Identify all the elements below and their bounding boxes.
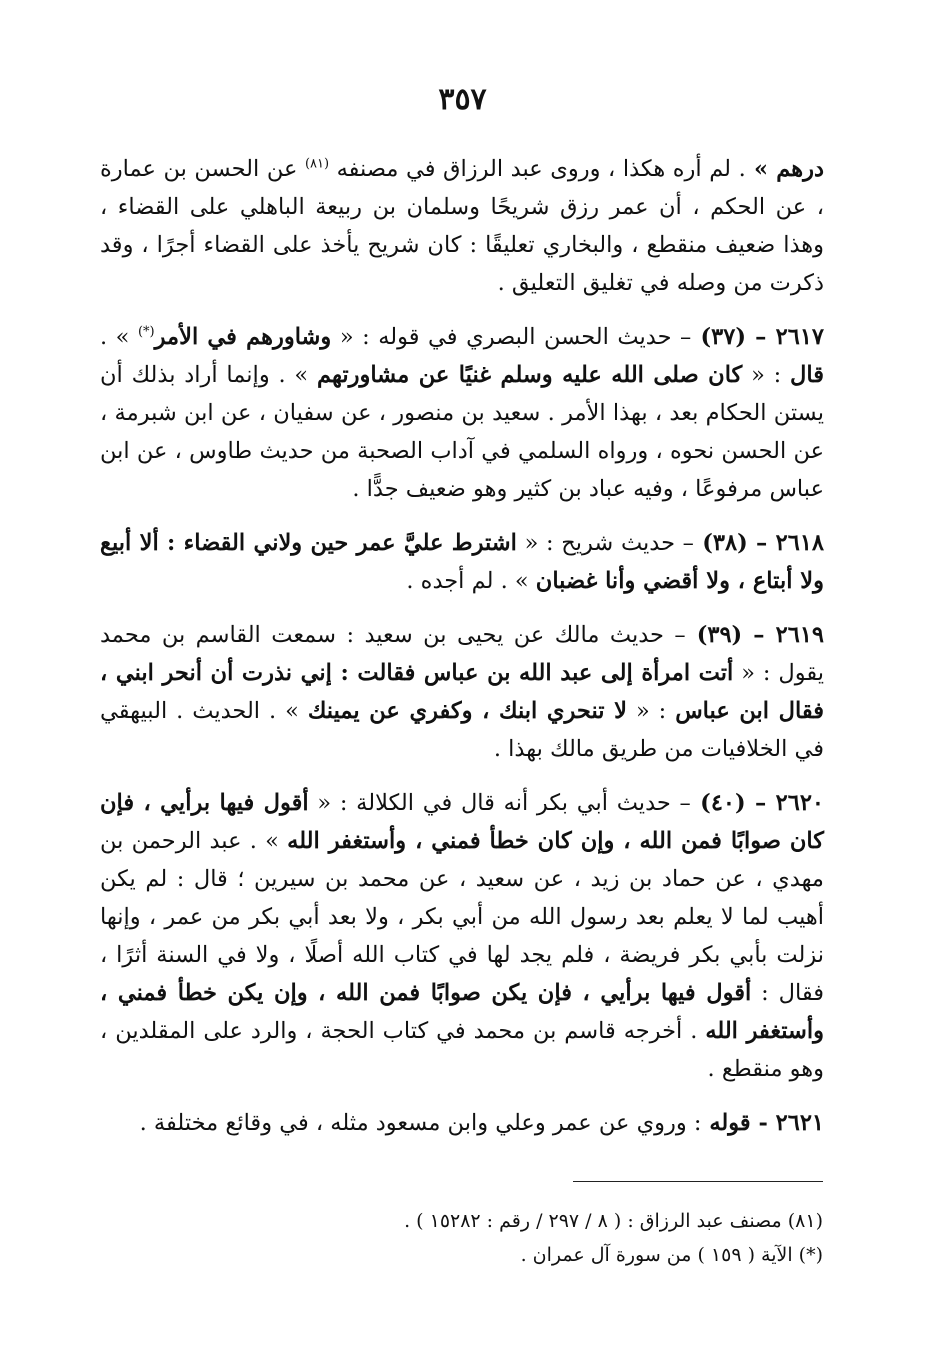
footnote-divider [573, 1181, 823, 1182]
text-run: . لم أره هكذا ، وروى عبد الرزاق في مصنفه [329, 156, 746, 182]
footnote-marker: (*) [137, 324, 155, 340]
bold-text: أتت امرأة إلى عبد الله بن عباس فقالت : إني نذرت أن أنحر ابني ، فقال ابن عباس [100, 660, 824, 724]
text-run: – حديث شريح : « [516, 530, 694, 556]
bold-text: ٢٦١٧ – (٣٧) [691, 324, 824, 350]
text-run: : « [742, 362, 791, 388]
paragraph [100, 150, 824, 302]
footnote-marker: (٨١) [304, 156, 330, 172]
text-run: . أخرجه قاسم بن محمد في كتاب الحجة ، والرد على المقلدين ، وهو منقطع . [100, 1018, 824, 1082]
text-run: عن الحسن بن عمارة ، عن الحكم ، أن عمر رزق شريحًا وسلمان بن ربيعة الباهلي على القضاء ، وهذا ضعيف منقطع ، والبخاري تعليقًا : كان شريح يأخذ على القضاء أجرًا ، وقد ذكرت من وصله في تغليق التعليق . [100, 156, 824, 296]
paragraph [100, 1104, 824, 1142]
text-run: – حديث أبي بكر أنه قال في الكلالة : « [308, 790, 691, 816]
bold-text: ٢٦٢١ - قوله [701, 1110, 824, 1136]
bold-text: كان صلى الله عليه وسلم غنيًا عن مشاورتهم [316, 362, 743, 388]
bold-text: لا تنحري ابنك ، وكفري عن يمينك [307, 698, 627, 724]
bold-text: اشترط عليَّ عمر حين ولاني القضاء : ألا أبيع ولا أبتاع ، ولا أقضي وأنا غضبان [100, 530, 824, 594]
text-run: » . عبد الرحمن بن مهدي ، عن حماد بن زيد ، عن سعيد ، عن محمد بن سيرين ؛ قال : لم يكن أهيب لما لا يعلم بعد رسول الله من أبي بكر ، ولا بعد أبي بكر من عمر ، وإنها نزلت بأبي بكر فريضة ، فلم يجد لها في كتاب الله أصلًا ، ولا في السنة أثرًا ، فقال : [100, 828, 825, 1006]
text-run: » . الحديث . البيهقي في الخلافيات من طريق مالك بهذا . [100, 698, 824, 762]
text-run: – حديث مالك عن يحيى بن سعيد : سمعت القاسم بن محمد يقول : « [100, 622, 824, 686]
text-run: » . وإنما أراد بذلك أن يستن الحكام بعد ، بهذا الأمر . سعيد بن منصور ، عن سفيان ، عن ابن شبرمة ، عن الحسن نحوه ، ورواه السلمي في آداب الصحبة من حديث طاوس ، عن ابن عباس مرفوعًا ، وفيه عباد بن كثير وهو ضعيف جدًّا . [100, 362, 824, 502]
paragraph [100, 616, 824, 768]
page-number: ٣٥٧ [438, 82, 487, 117]
main-text [100, 150, 824, 1158]
text-run: » . لم أجده . [406, 568, 536, 594]
paragraph [100, 318, 824, 508]
text-run: » . [100, 324, 138, 350]
bold-text: قال [790, 362, 824, 388]
text-run: : « [626, 698, 676, 724]
bold-text: درهم » [745, 156, 824, 182]
bold-text: أقول فيها برأيي ، فإن كان صوابًا فمن الله ، وإن كان خطأ فمني ، وأستغفر الله [100, 790, 824, 854]
footnote-81: (٨١) مصنف عبد الرزاق : ( ٨ / ٢٩٧ / رقم : ١٥٢٨٢ ) . [404, 1210, 823, 1232]
footnotes [183, 1204, 823, 1272]
bold-text: ٢٦١٨ – (٣٨) [693, 530, 824, 556]
paragraph [100, 784, 824, 1088]
footnote-asterisk: (*) الآية ( ١٥٩ ) من سورة آل عمران . [520, 1244, 823, 1266]
bold-text: وشاورهم في الأمر [154, 324, 332, 350]
bold-text: ٢٦٢٠ – (٤٠) [690, 790, 825, 816]
paragraph [100, 524, 824, 600]
bold-text: ٢٦١٩ – (٣٩) [685, 622, 824, 648]
text-run: – حديث الحسن البصري في قوله : « [331, 324, 692, 350]
bold-text: أقول فيها برأيي ، فإن يكن صوابًا فمن الله ، وإن يكن خطأ فمني ، وأستغفر الله [100, 980, 824, 1044]
text-run: : وروي عن عمر وعلي وابن مسعود مثله ، في وقائع مختلفة . [139, 1110, 702, 1136]
